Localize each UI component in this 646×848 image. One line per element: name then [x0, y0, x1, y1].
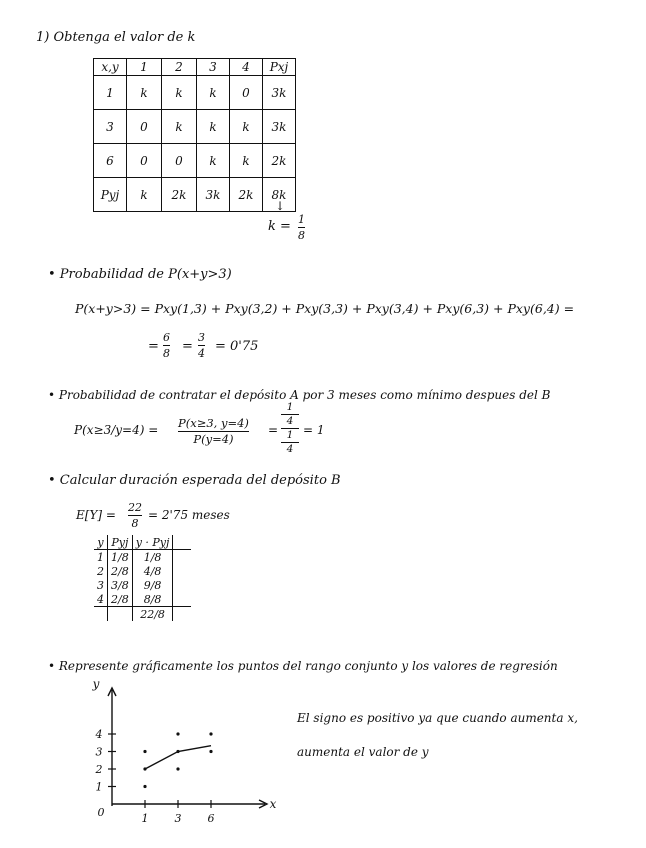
table-header: 2 — [162, 59, 197, 76]
table-header: x,y — [94, 59, 127, 76]
fraction-denominator: 4 — [286, 443, 294, 455]
table-header: y — [94, 535, 108, 550]
section1-eq-sign: = — [182, 339, 193, 354]
k-value-denominator: 8 — [298, 229, 305, 242]
table-cell: 4 — [94, 592, 108, 607]
regression-line — [145, 746, 211, 769]
table-header: Pxj — [263, 59, 296, 76]
table-cell: k — [162, 110, 197, 144]
k-value-label: k = — [268, 219, 291, 234]
fraction-denominator: 4 — [198, 347, 205, 360]
origin-label: 0 — [97, 806, 105, 819]
comment-line-1: El signo es positivo ya que cuando aumenta x, — [297, 711, 578, 725]
table-cell: 1 — [94, 550, 108, 565]
fraction-denominator: 8 — [163, 347, 170, 360]
x-tick-label: 3 — [174, 812, 182, 825]
table-cell: 3 — [94, 110, 127, 144]
table-cell: 2/8 — [108, 592, 133, 607]
table-cell: 0 — [230, 76, 263, 110]
page-title: 1) Obtenga el valor de k — [36, 30, 196, 45]
fraction-numerator: 6 — [163, 331, 170, 344]
table-cell: 8k — [263, 178, 296, 212]
section2-heading: • Probabilidad de contratar el depósito A por 3 meses como mínimo despues del B — [48, 388, 551, 402]
table-cell: 3/8 — [108, 578, 133, 592]
table-cell: 8/8 — [132, 592, 173, 607]
table-cell: 2/8 — [108, 564, 133, 578]
x-tick-label: 1 — [141, 812, 149, 825]
fraction-numerator: 1 — [286, 401, 294, 413]
table-cell: Pyj — [94, 178, 127, 212]
table-cell: 2k — [162, 178, 197, 212]
table-header: 1 — [127, 59, 162, 76]
fraction-denominator: 8 — [131, 517, 139, 530]
table-header: Pyj — [108, 535, 133, 550]
table-cell: k — [197, 110, 230, 144]
table-cell: 6 — [94, 144, 127, 178]
table-cell: 4/8 — [132, 564, 173, 578]
y-tick-label: 2 — [95, 763, 103, 776]
expectation-lhs: E[Y] = — [76, 508, 116, 522]
y-tick-label: 1 — [95, 780, 103, 794]
table-cell: 2k — [263, 144, 296, 178]
data-point — [143, 785, 146, 788]
table-cell: k — [127, 76, 162, 110]
table-cell: k — [127, 178, 162, 212]
table-cell: 2 — [94, 564, 108, 578]
table-cell: 9/8 — [132, 578, 173, 592]
table-cell: k — [230, 144, 263, 178]
section2-lhs: P(x≥3/y=4) = — [74, 423, 159, 437]
x-tick-label: 6 — [207, 812, 215, 825]
section2-eq-sign: = — [268, 423, 279, 437]
fraction-numerator: 22 — [128, 501, 142, 514]
table-cell: 0 — [127, 110, 162, 144]
table-cell: 1/8 — [108, 550, 133, 565]
data-point — [209, 732, 212, 735]
data-point — [176, 732, 179, 735]
data-point — [209, 750, 212, 753]
table-cell: k — [162, 76, 197, 110]
table-header: 4 — [230, 59, 263, 76]
table-cell: 3k — [263, 110, 296, 144]
fraction-numerator: 1 — [286, 429, 294, 441]
comment-line-2: aumenta el valor de y — [297, 745, 429, 759]
table-cell: 0 — [127, 144, 162, 178]
section1-equation: P(x+y>3) = Pxy(1,3) + Pxy(3,2) + Pxy(3,3) + Pxy(3,4) + Pxy(6,3) + Pxy(6,4) = — [75, 301, 575, 316]
table-header: 3 — [197, 59, 230, 76]
fraction-numerator: 3 — [198, 331, 205, 344]
table-cell: 1/8 — [132, 550, 173, 565]
table-cell: 3 — [94, 578, 108, 592]
y-axis-label: y — [92, 677, 100, 691]
table-cell: 1 — [94, 76, 127, 110]
section2-result: = 1 — [303, 423, 325, 437]
table-cell: k — [197, 144, 230, 178]
fraction-denominator: 4 — [286, 415, 294, 427]
table-cell: k — [230, 110, 263, 144]
section3-heading: • Calcular duración esperada del depósito B — [48, 473, 341, 488]
table-cell: 0 — [162, 144, 197, 178]
table-cell: 2k — [230, 178, 263, 212]
x-axis-label: x — [269, 797, 277, 811]
table-cell: k — [197, 76, 230, 110]
expectation-result: = 2'75 meses — [148, 508, 230, 522]
section4-heading: • Represente gráficamente los puntos del rango conjunto y los valores de regresión — [48, 659, 558, 673]
table-cell: 3k — [263, 76, 296, 110]
fraction-denominator: P(y=4) — [193, 432, 234, 446]
fraction-numerator: P(x≥3, y=4) — [178, 416, 249, 430]
table-total: 22/8 — [132, 607, 173, 622]
table-cell: 3k — [197, 178, 230, 212]
y-tick-label: 4 — [95, 728, 103, 741]
data-point — [143, 750, 146, 753]
down-arrow-icon: ↓ — [275, 199, 286, 213]
data-point — [176, 767, 179, 770]
section1-result: = 0'75 — [215, 339, 259, 354]
section1-heading: • Probabilidad de P(x+y>3) — [48, 267, 232, 282]
k-value-numerator: 1 — [298, 213, 305, 226]
y-tick-label: 3 — [95, 745, 103, 759]
table-header: y · Pyj — [132, 535, 173, 550]
section1-eq-sign: = — [148, 339, 159, 354]
